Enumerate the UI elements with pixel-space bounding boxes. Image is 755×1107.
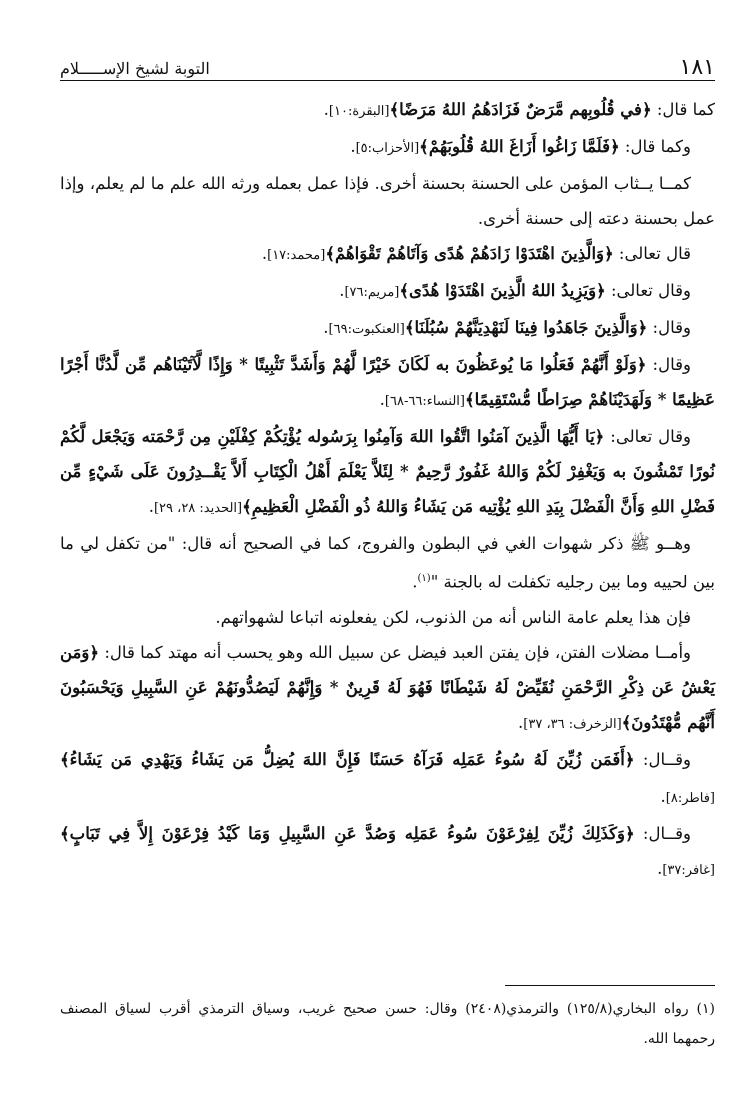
paragraph-text: وقال تعالى: bbox=[605, 281, 691, 300]
quran-verse: ﴿فَلَمَّا زَاغُوا أَزَاغَ اللهُ قُلُوبَهُمْ﴾ bbox=[419, 137, 620, 156]
paragraph-text: وقــال: bbox=[634, 823, 692, 843]
quran-verse: ﴿وَالَّذِينَ اهْتَدَوْا زَادَهُمْ هُدًى وَآتَاهُمْ تَقْوَاهُمْ﴾ bbox=[325, 244, 614, 263]
punctuation: . bbox=[148, 497, 154, 516]
paragraph bbox=[60, 347, 715, 419]
paragraph-text: قال تعالى: bbox=[613, 244, 691, 263]
paragraph-text: وكما قال: bbox=[619, 137, 691, 156]
quran-verse: ﴿في قُلُوبِهم مَّرَضٌ فَزَادَهُمُ اللهُ مَرَضًا﴾ bbox=[389, 100, 652, 119]
quran-verse: ﴿وَالَّذِينَ جَاهَدُوا فِينَا لَنَهْدِيَنَّهُمْ سُبُلَنَا﴾ bbox=[404, 318, 648, 337]
main-text bbox=[60, 92, 715, 888]
verse-reference: [النساء:٦٦-٦٨] bbox=[384, 394, 465, 409]
quran-verse: ﴿أَفَمَن زُيِّنَ لَهُ سُوءُ عَمَلِه فَرَآهُ حَسَنًا فَإِنَّ اللهَ يُضِلُّ مَن يَشَاءُ وَيَهْدِي مَن يَشَاءُ﴾ bbox=[60, 749, 635, 769]
quran-verse: ﴿وَيَزِيدُ اللهُ الَّذِينَ اهْتَدَوْا هُدًى﴾ bbox=[399, 281, 606, 300]
verse-reference: [فاطر:٨] bbox=[665, 790, 715, 806]
paragraph bbox=[60, 273, 715, 310]
running-title: التوبة لشيخ الإســـــلام bbox=[60, 59, 210, 78]
quran-verse: ﴿يَا أَيُّهَا الَّذِينَ آمَنُوا اتَّقُوا اللهَ وَآمِنُوا بِرَسُوله يُؤْتِكُمْ كِفْلَيْنِ مِن رَّحْمَته وَيَجْعَل لَّكُمْ نُورًا تَمْشُونَ به وَيَغْفِرْ لَكُمْ وَاللهُ غَفُورٌ رَّحِيمٌ * لِئَلاَّ يَعْلَمَ أَهْلُ الْكِتَابِ أَلاَّ يَقْــدِرُونَ عَلَى شَيْءٍ مِّن فَضْلِ اللهِ وَأَنَّ الْفَضْلَ بِيَدِ اللهِ يُؤْتِيه مَن يَشَاءُ وَاللهُ ذُو الْفَضْلِ الْعَظِيمِ﴾ bbox=[60, 427, 715, 516]
paragraph bbox=[60, 816, 715, 888]
verse-reference: [الأحزاب:٥] bbox=[355, 141, 420, 156]
paragraph-text: وهــو ﷺ ذكر شهوات الغي في البطون والفروج، كما في الصحيح أنه قال: "من تكفل لي ما بين لحييه وما بين رجليه تكفلت له بالجنة " bbox=[60, 534, 715, 592]
verse-reference: [مريم:٧٦] bbox=[344, 285, 400, 300]
punctuation: . bbox=[412, 572, 418, 592]
paragraph bbox=[60, 635, 715, 742]
paragraph-text: كمــا يــثاب المؤمن على الحسنة بحسنة أخرى. فإذا عمل بعمله ورثه الله علم ما لم يعلم، وإذا عمل بحسنة دعته إلى حسنة أخرى. bbox=[60, 174, 715, 228]
punctuation: . bbox=[323, 100, 329, 119]
verse-reference: [غافر:٣٧] bbox=[662, 862, 715, 878]
footnote bbox=[60, 994, 715, 1054]
paragraph-text: وأمــا مضلات الفتن، فإن يفتن العبد فيضل عن سبيل الله وهو يحسب أنه مهتد كما قال: bbox=[99, 642, 691, 662]
paragraph bbox=[60, 92, 715, 129]
verse-reference: [الزخرف: ٣٦، ٣٧] bbox=[523, 716, 622, 732]
punctuation: . bbox=[657, 858, 663, 878]
page-header bbox=[60, 55, 715, 80]
paragraph-text: وقال: bbox=[647, 318, 691, 337]
verse-reference: [البقرة:١٠] bbox=[328, 104, 390, 119]
paragraph bbox=[60, 419, 715, 526]
paragraph bbox=[60, 742, 715, 816]
punctuation: . bbox=[518, 712, 524, 732]
punctuation: . bbox=[339, 281, 345, 300]
quran-verse: ﴿وَمَن يَعْشُ عَن ذِكْرِ الرَّحْمَنِ نُقَيِّضْ لَهُ شَيْطَانًا فَهُوَ لَهُ قَرِينٌ * وَإِنَّهُمْ لَيَصُدُّونَهُمْ عَنِ السَّبِيلِ وَيَحْسَبُونَ أَنَّهُم مُّهْتَدُونَ﴾ bbox=[60, 642, 715, 732]
page-number: ١٨١ bbox=[679, 55, 715, 80]
paragraph bbox=[60, 600, 715, 635]
paragraph bbox=[60, 129, 715, 166]
paragraph-text: كما قال: bbox=[651, 100, 715, 119]
verse-reference: [محمد:١٧] bbox=[267, 248, 326, 263]
paragraph-text: وقال تعالى: bbox=[604, 427, 692, 446]
punctuation: . bbox=[261, 244, 268, 263]
quran-verse: ﴿وَكَذَلِكَ زُيِّنَ لِفِرْعَوْنَ سُوءُ عَمَلِه وَصُدَّ عَنِ السَّبِيلِ وَمَا كَيْدُ فِرْعَوْنَ إِلاَّ فِي تَبَابٍ﴾ bbox=[60, 823, 635, 843]
punctuation: . bbox=[350, 137, 356, 156]
punctuation: . bbox=[379, 390, 385, 409]
paragraph bbox=[60, 526, 715, 600]
paragraph bbox=[60, 310, 715, 347]
verse-reference: [الحديد: ٢٨، ٢٩] bbox=[153, 501, 243, 516]
footnote-marker: (١) bbox=[417, 573, 431, 584]
paragraph bbox=[60, 236, 715, 273]
footnote-text: (١) رواه البخاري(١٢٥/٨) والترمذي(٢٤٠٨) وقال: حسن صحيح غريب، وسياق الترمذي أقرب لسياق المصنف رحمهما الله. bbox=[60, 1001, 715, 1047]
paragraph bbox=[60, 166, 715, 236]
paragraph-text: وقــال: bbox=[634, 749, 691, 769]
verse-reference: [العنكبوت:٦٩] bbox=[328, 322, 405, 337]
header-rule bbox=[60, 80, 715, 81]
footnote-rule bbox=[505, 985, 715, 986]
paragraph-text: وقال: bbox=[646, 355, 691, 374]
quran-verse: ﴿وَلَوْ أَنَّهُمْ فَعَلُوا مَا يُوعَظُونَ به لَكَانَ خَيْرًا لَّهُمْ وَأَشَدَّ تَثْبِيتًا * وَإِذًا لَّآتَيْنَاهُم مِّن لَّدُنَّا أَجْرًا عَظِيمًا * وَلَهَدَيْنَاهُمْ صِرَاطًا مُّسْتَقِيمًا﴾ bbox=[60, 355, 715, 409]
punctuation: . bbox=[323, 318, 329, 337]
punctuation: . bbox=[660, 786, 666, 806]
paragraph-text: فإن هذا يعلم عامة الناس أنه من الذنوب، لكن يفعلونه اتباعا لشهواتهم. bbox=[215, 607, 691, 627]
